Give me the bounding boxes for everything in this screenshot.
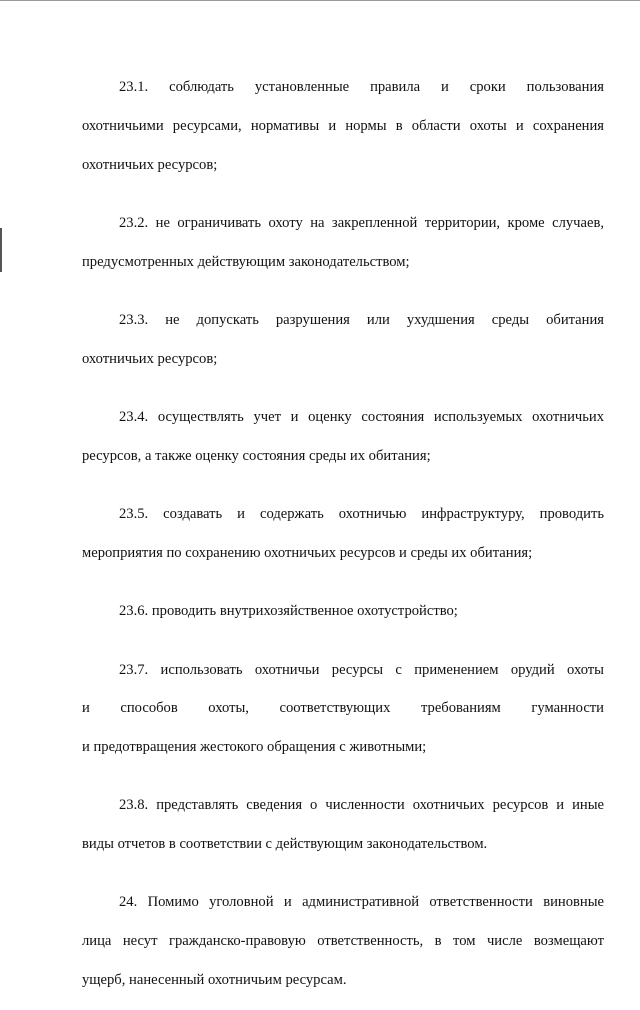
paragraph-23-4 [82, 389, 604, 486]
paragraph-line: 23.8. представлять сведения о численности охотничьих ресурсов и иные [119, 797, 604, 814]
paragraph-23-8 [82, 777, 604, 874]
scan-left-margin-mark [0, 228, 2, 272]
paragraph-line: 23.3. не допускать разрушения или ухудшения среды обитания [119, 312, 604, 329]
paragraph-24 [82, 874, 604, 1010]
paragraph-line: охотничьих ресурсов; [82, 351, 218, 368]
paragraph-line: лица несут гражданско-правовую ответственность, в том числе возмещают [82, 933, 604, 950]
paragraph-23-1 [82, 59, 604, 195]
paragraph-line: 23.1. соблюдать установленные правила и сроки пользования [119, 79, 604, 96]
paragraph-23-2 [82, 195, 604, 292]
paragraph-line: и способов охоты, соответствующих требованиям гуманности [82, 700, 604, 717]
paragraph-23-6 [82, 583, 604, 641]
paragraph-line: 23.4. осуществлять учет и оценку состояния используемых охотничьих [119, 409, 604, 426]
paragraph-line: мероприятия по сохранению охотничьих ресурсов и среды их обитания; [82, 545, 533, 562]
paragraph-line: 23.7. использовать охотничьи ресурсы с применением орудий охоты [119, 661, 604, 678]
paragraph-line: виды отчетов в соответствии с действующим законодательством. [82, 836, 488, 853]
paragraph-line: 23.6. проводить внутрихозяйственное охотустройство; [119, 603, 458, 620]
paragraph-23-3 [82, 292, 604, 389]
paragraph-line: 23.5. создавать и содержать охотничью инфраструктуру, проводить [119, 506, 604, 523]
paragraph-line: ущерб, нанесенный охотничьим ресурсам. [82, 972, 347, 989]
paragraph-23-7 [82, 641, 604, 777]
paragraph-line: охотничьими ресурсами, нормативы и нормы в области охоты и сохранения [82, 118, 604, 135]
paragraph-23-5 [82, 486, 604, 583]
paragraph-line: 23.2. не ограничивать охоту на закрепленной территории, кроме случаев, [119, 215, 604, 232]
paragraph-line: 24. Помимо уголовной и административной ответственности виновные [119, 894, 604, 911]
paragraph-line: охотничьих ресурсов; [82, 157, 218, 174]
paragraph-line: и предотвращения жестокого обращения с животными; [82, 739, 427, 756]
paragraph-line: предусмотренных действующим законодательством; [82, 254, 410, 271]
paragraph-line: ресурсов, а также оценку состояния среды их обитания; [82, 448, 431, 465]
document-body [82, 59, 604, 1010]
scan-top-edge-line [0, 0, 640, 1]
